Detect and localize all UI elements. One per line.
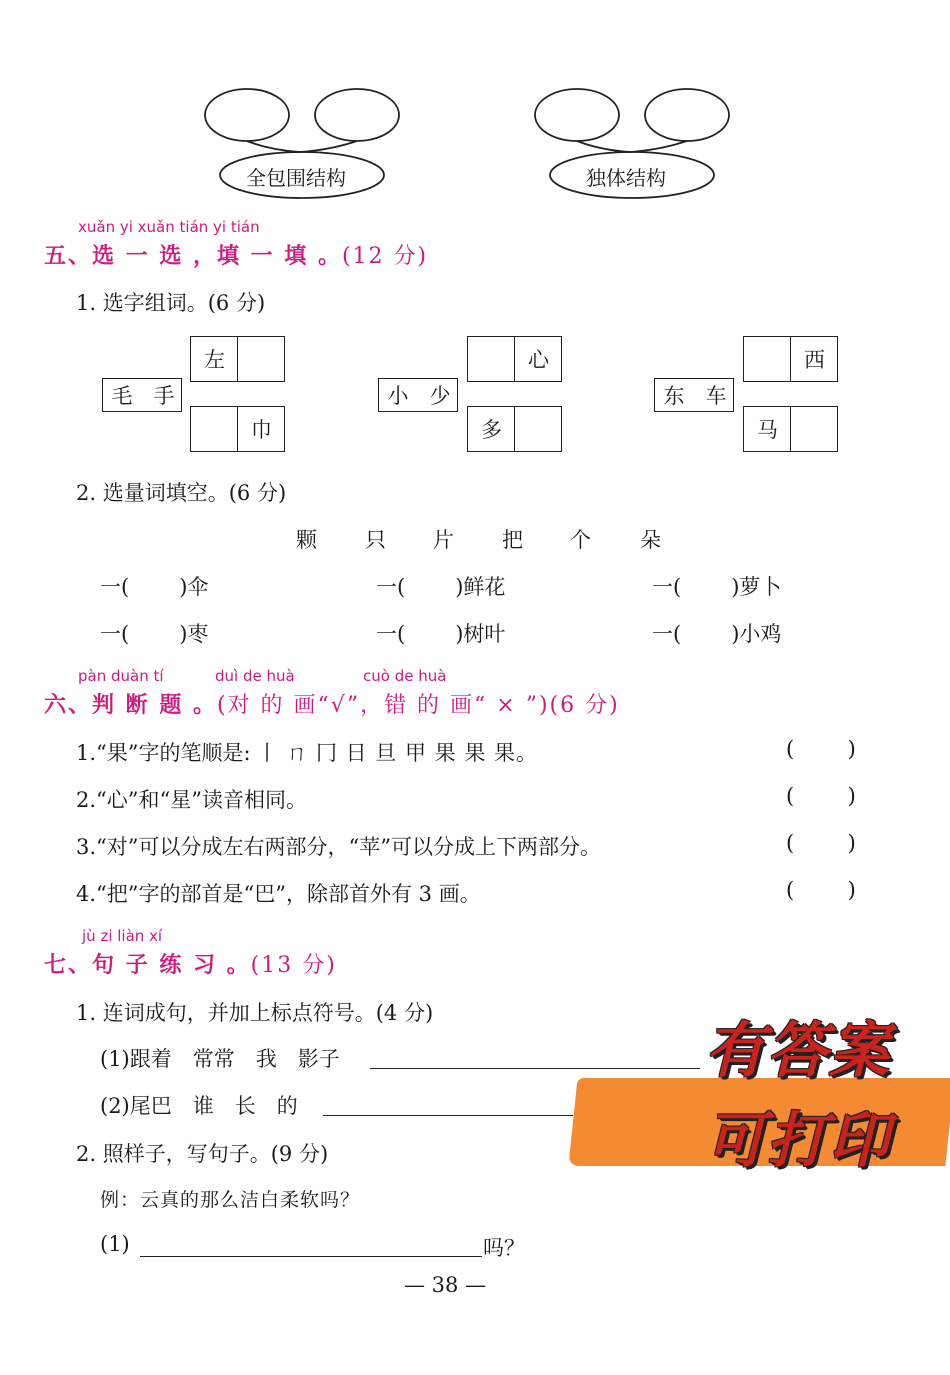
answer-box-top-1 bbox=[190, 336, 285, 382]
page-number: — 38 — bbox=[404, 1273, 487, 1297]
section5-q2-title: 2. 选量词填空。(6 分) bbox=[76, 481, 287, 505]
write-item-suffix: 吗？ bbox=[483, 1236, 525, 1260]
pair-char: 小 bbox=[387, 384, 409, 408]
answer-blank[interactable] bbox=[791, 407, 838, 451]
fill-item[interactable]: 一( )树叶 bbox=[376, 622, 506, 646]
pair-char: 车 bbox=[705, 384, 727, 408]
answer-box-top-2 bbox=[467, 336, 562, 382]
fill-item-noun: 鲜花 bbox=[463, 575, 506, 599]
answer-paren-2[interactable]: ( ) bbox=[786, 784, 856, 808]
measure-word-option: 颗 bbox=[296, 528, 317, 552]
promo-text-answers: 有答案 bbox=[705, 1016, 891, 1086]
answer-box-top-3 bbox=[743, 336, 838, 382]
section7-q1-title: 1. 连词成句，并加上标点符号。(4 分) bbox=[76, 1001, 434, 1025]
fill-item-noun: 树叶 bbox=[463, 622, 506, 646]
pair-char: 手 bbox=[153, 384, 175, 408]
stroke-order: 丨 ㄇ 冂 日 旦 甲 果 果 果。 bbox=[256, 741, 538, 765]
section7-heading bbox=[44, 948, 337, 979]
answer-blank[interactable] bbox=[515, 407, 562, 451]
fill-item[interactable]: 一( )萝卜 bbox=[652, 575, 782, 599]
pair-char: 毛 bbox=[111, 384, 133, 408]
section6-heading bbox=[44, 688, 620, 719]
measure-word-option: 片 bbox=[433, 528, 454, 552]
promo-text-printable: 可打印 bbox=[705, 1106, 891, 1176]
fill-item[interactable]: 一( )伞 bbox=[100, 575, 209, 599]
pair-char: 少 bbox=[429, 384, 451, 408]
diagram-label-left: 全包围结构 bbox=[246, 166, 346, 190]
answer-box-bottom-1 bbox=[190, 406, 285, 452]
measure-word-option: 只 bbox=[365, 528, 386, 552]
word-pair-box-3 bbox=[654, 378, 734, 412]
section6-title: 六、判 断 题 。 bbox=[44, 692, 217, 718]
given-char: 巾 bbox=[251, 418, 272, 442]
fill-item-noun: 枣 bbox=[187, 622, 209, 646]
answer-blank[interactable] bbox=[744, 337, 791, 381]
given-char: 马 bbox=[757, 418, 778, 442]
word-pair-box-1 bbox=[102, 378, 182, 412]
judge-item-2: 2.“心”和“星”读音相同。 bbox=[76, 788, 307, 812]
answer-line-3[interactable] bbox=[140, 1256, 482, 1257]
section5-pinyin: xuǎn yi xuǎn tián yi tián bbox=[78, 218, 260, 236]
answer-paren-4[interactable]: ( ) bbox=[786, 878, 856, 902]
section6-pinyin-3: cuò de huà bbox=[363, 667, 447, 685]
measure-word-option: 个 bbox=[570, 528, 591, 552]
given-char: 左 bbox=[204, 348, 225, 372]
answer-paren-3[interactable]: ( ) bbox=[786, 831, 856, 855]
fill-item-noun: 伞 bbox=[187, 575, 209, 599]
answer-line-2[interactable] bbox=[323, 1115, 573, 1116]
fill-item-noun: 萝卜 bbox=[739, 575, 782, 599]
word-pair-box-2 bbox=[378, 378, 458, 412]
sentence-item-2: (2)尾巴 谁 长 的 bbox=[100, 1094, 298, 1118]
diagram-label-right: 独体结构 bbox=[586, 166, 666, 190]
judge-item-4: 4.“把”字的部首是“巴”，除部首外有 3 画。 bbox=[76, 882, 481, 906]
given-char: 西 bbox=[804, 348, 825, 372]
section5-q1-title: 1. 选字组词。(6 分) bbox=[76, 291, 266, 315]
section7-points: (13 分) bbox=[250, 953, 337, 978]
given-char: 心 bbox=[528, 348, 549, 372]
answer-blank[interactable] bbox=[191, 407, 238, 451]
section5-points: (12 分) bbox=[341, 244, 429, 269]
answer-blank[interactable] bbox=[238, 337, 285, 381]
write-item-prefix: (1) bbox=[100, 1232, 130, 1256]
structure-diagrams bbox=[0, 0, 950, 210]
measure-word-option: 朵 bbox=[640, 528, 661, 552]
sentence-item-1: (1)跟着 常常 我 影子 bbox=[100, 1047, 340, 1071]
answer-box-bottom-2 bbox=[467, 406, 562, 452]
given-char: 多 bbox=[481, 418, 502, 442]
section6-instruction: (对 的 画“√”，错 的 画“ × ”)(6 分) bbox=[216, 693, 620, 718]
answer-paren-1[interactable]: ( ) bbox=[786, 737, 856, 761]
answer-box-bottom-3 bbox=[743, 406, 838, 452]
judge-item-3: 3.“对”可以分成左右两部分，“苹”可以分成上下两部分。 bbox=[76, 835, 601, 859]
example-sentence: 例：云真的那么洁白柔软吗？ bbox=[100, 1189, 361, 1211]
section6-pinyin-2: duì de huà bbox=[215, 667, 295, 685]
pair-char: 东 bbox=[663, 384, 685, 408]
section5-title: 五、选 一 选 ，填 一 填 。 bbox=[44, 243, 342, 269]
answer-blank[interactable] bbox=[468, 337, 515, 381]
answer-line-1[interactable] bbox=[370, 1068, 700, 1069]
fill-item[interactable]: 一( )枣 bbox=[100, 622, 209, 646]
fill-item-noun: 小鸡 bbox=[739, 622, 782, 646]
section7-title: 七、句 子 练 习 。 bbox=[44, 952, 251, 978]
judge-item-1: 1.“果”字的笔顺是: 丨 ㄇ 冂 日 旦 甲 果 果 果。 bbox=[76, 741, 538, 765]
section5-heading bbox=[44, 239, 428, 270]
section7-q2-title: 2. 照样子，写句子。(9 分) bbox=[76, 1142, 329, 1166]
section6-pinyin-1: pàn duàn tí bbox=[78, 667, 164, 685]
section7-pinyin: jù zi liàn xí bbox=[82, 927, 163, 945]
measure-word-option: 把 bbox=[502, 528, 523, 552]
fill-item[interactable]: 一( )鲜花 bbox=[376, 575, 506, 599]
fill-item[interactable]: 一( )小鸡 bbox=[652, 622, 782, 646]
